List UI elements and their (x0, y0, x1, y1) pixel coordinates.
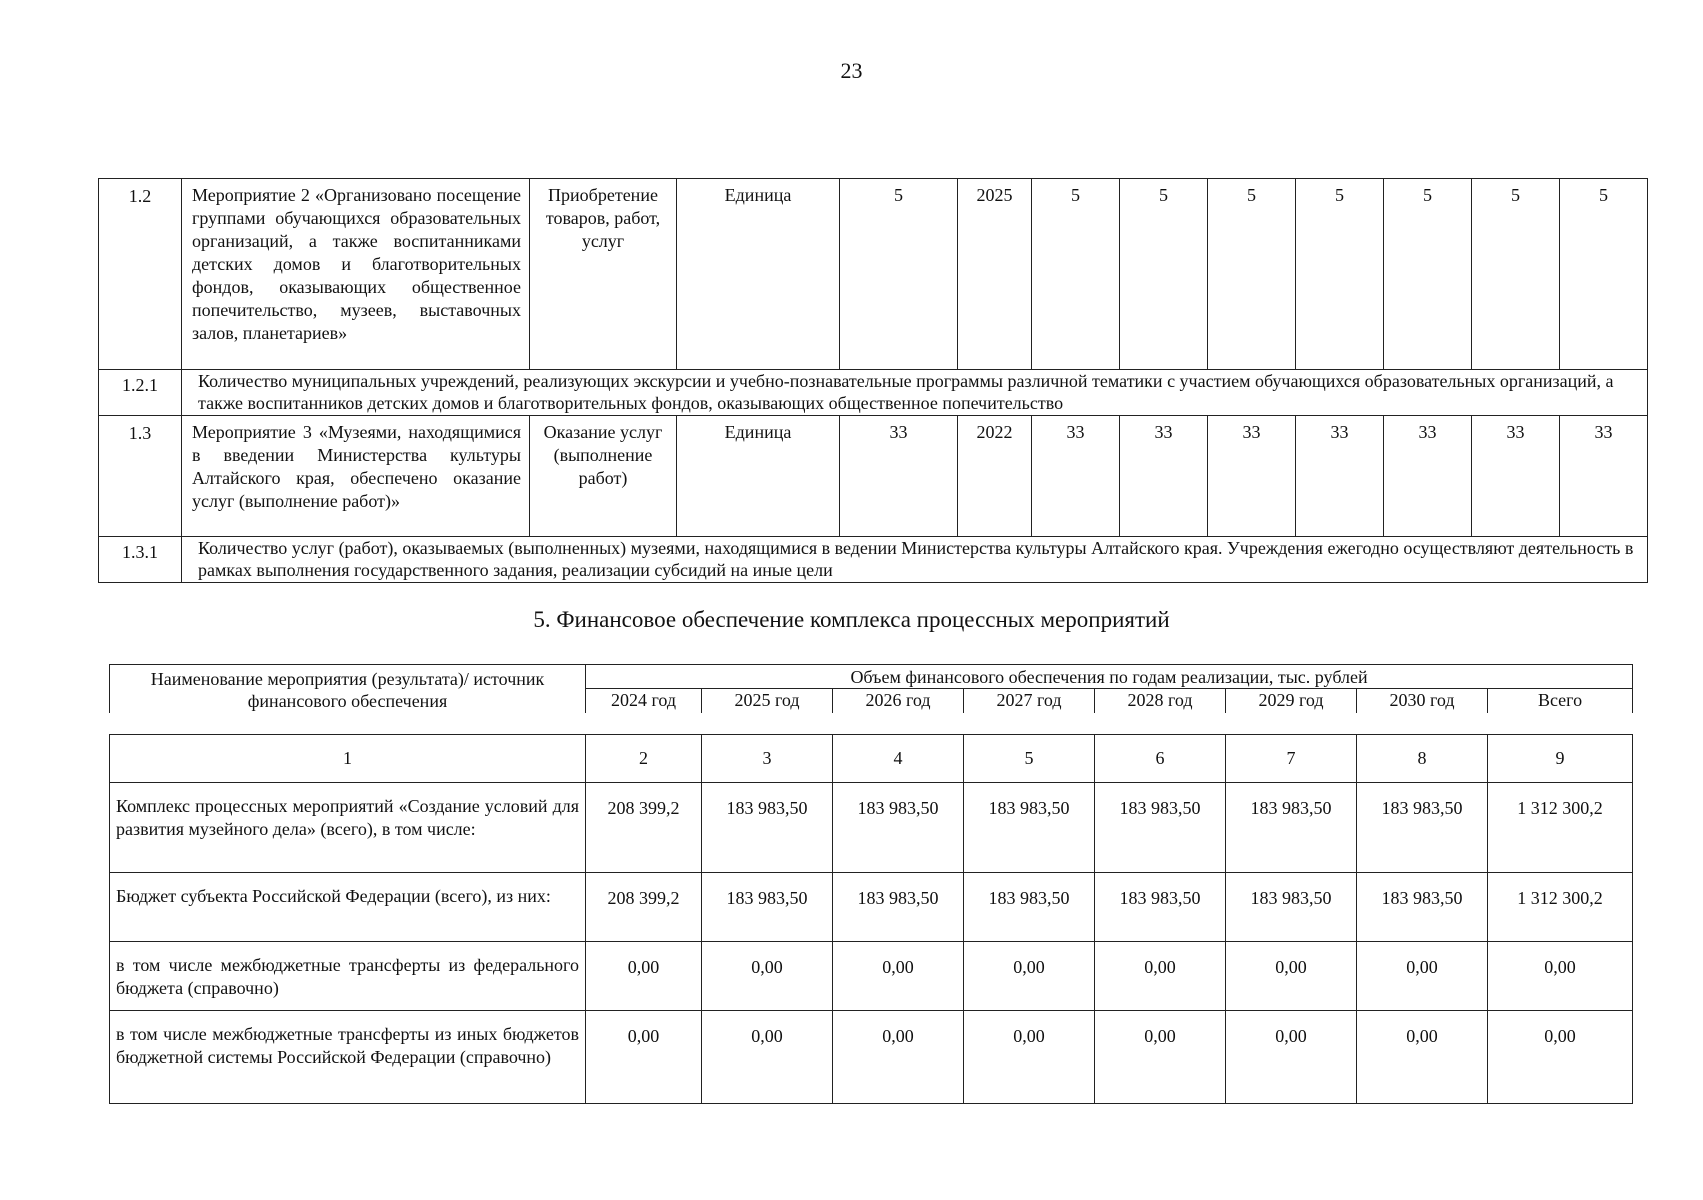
table-row (110, 942, 1633, 1011)
year-header: 2027 год (964, 689, 1095, 713)
value-cell: 0,00 (702, 942, 833, 1011)
year-header: 2024 год (586, 689, 702, 713)
value-cell: 5 (1208, 179, 1296, 370)
finance-header-table (109, 664, 1633, 713)
value-cell: 0,00 (1095, 1011, 1226, 1104)
value-cell: 0,00 (1488, 942, 1633, 1011)
value-cell: 33 (1032, 416, 1120, 537)
value-cell: 208 399,2 (586, 783, 702, 873)
activities-table (98, 178, 1648, 583)
value-cell: 33 (1472, 416, 1560, 537)
value-cell: 208 399,2 (586, 873, 702, 942)
value-cell: 183 983,50 (1357, 783, 1488, 873)
value-cell: 0,00 (1226, 1011, 1357, 1104)
row-label: Бюджет субъекта Российской Федерации (всего), из них: (110, 873, 586, 942)
row-number: 1.2.1 (99, 370, 182, 416)
column-number: 5 (964, 735, 1095, 783)
activity-name: Мероприятие 3 «Музеями, находящимися в введении Министерства культуры Алтайского края, обеспечено оказание услуг (выполнение работ)» (182, 416, 530, 537)
row-number: 1.2 (99, 179, 182, 370)
row-number: 1.3 (99, 416, 182, 537)
year-header: 2026 год (833, 689, 964, 713)
value-cell: 183 983,50 (833, 873, 964, 942)
unit: Единица (677, 179, 840, 370)
table-row (110, 1011, 1633, 1104)
value-cell: 183 983,50 (1357, 873, 1488, 942)
indicator-description: Количество услуг (работ), оказываемых (выполненных) музеями, находящимися в ведении Министерства культуры Алтайского края. Учреждения ежегодно осуществляют деятельность в рамках выполнения государственного задания, реализации субсидий на иные цели (182, 537, 1648, 583)
table-row (99, 179, 1648, 370)
value-cell: 33 (1296, 416, 1384, 537)
column-number: 8 (1357, 735, 1488, 783)
value-cell: 33 (1384, 416, 1472, 537)
table-row (99, 416, 1648, 537)
row-label: Комплекс процессных мероприятий «Создание условий для развития музейного дела» (всего), в том числе: (110, 783, 586, 873)
value-cell: 183 983,50 (964, 873, 1095, 942)
year-header: 2028 год (1095, 689, 1226, 713)
value-cell: 5 (1032, 179, 1120, 370)
header-name: Наименование мероприятия (результата)/ источник финансового обеспечения (110, 665, 586, 713)
column-number: 6 (1095, 735, 1226, 783)
value-cell: 33 (1560, 416, 1648, 537)
value-cell: 0,00 (586, 942, 702, 1011)
value-cell: 33 (1120, 416, 1208, 537)
unit: Единица (677, 416, 840, 537)
row-number: 1.3.1 (99, 537, 182, 583)
column-number: 1 (110, 735, 586, 783)
base-value: 5 (840, 179, 958, 370)
base-year: 2022 (958, 416, 1032, 537)
value-cell: 0,00 (1095, 942, 1226, 1011)
column-number: 9 (1488, 735, 1633, 783)
value-cell: 0,00 (964, 1011, 1095, 1104)
value-cell: 5 (1560, 179, 1648, 370)
column-number: 4 (833, 735, 964, 783)
base-value: 33 (840, 416, 958, 537)
year-header: 2029 год (1226, 689, 1357, 713)
year-header: 2025 год (702, 689, 833, 713)
table-row (99, 537, 1648, 583)
value-cell: 1 312 300,2 (1488, 783, 1633, 873)
value-cell: 0,00 (833, 942, 964, 1011)
indicator-description: Количество муниципальных учреждений, реализующих экскурсии и учебно-познавательные программы различной тематики с участием обучающихся образовательных организаций, а также воспитанников детских домов и благотворительных фондов, оказывающих общественное попечительство (182, 370, 1648, 416)
table-row (110, 783, 1633, 873)
table-row (110, 873, 1633, 942)
finance-table (109, 734, 1633, 1104)
value-cell: 0,00 (1357, 942, 1488, 1011)
base-year: 2025 (958, 179, 1032, 370)
row-label: в том числе межбюджетные трансферты из иных бюджетов бюджетной системы Российской Федерации (справочно) (110, 1011, 586, 1104)
header-volume: Объем финансового обеспечения по годам реализации, тыс. рублей (586, 665, 1633, 689)
value-cell: 5 (1384, 179, 1472, 370)
value-cell: 183 983,50 (1226, 873, 1357, 942)
row-label: в том числе межбюджетные трансферты из федерального бюджета (справочно) (110, 942, 586, 1011)
page-number: 23 (840, 58, 863, 83)
value-cell: 183 983,50 (702, 783, 833, 873)
value-cell: 33 (1208, 416, 1296, 537)
activity-type: Приобретение товаров, работ, услуг (530, 179, 677, 370)
value-cell: 0,00 (833, 1011, 964, 1104)
value-cell: 0,00 (1226, 942, 1357, 1011)
value-cell: 0,00 (1488, 1011, 1633, 1104)
value-cell: 5 (1120, 179, 1208, 370)
column-numbers-row (110, 735, 1633, 783)
value-cell: 0,00 (586, 1011, 702, 1104)
value-cell: 183 983,50 (964, 783, 1095, 873)
activity-type: Оказание услуг (выполнение работ) (530, 416, 677, 537)
value-cell: 183 983,50 (1095, 783, 1226, 873)
year-header: 2030 год (1357, 689, 1488, 713)
year-header: Всего (1488, 689, 1633, 713)
value-cell: 1 312 300,2 (1488, 873, 1633, 942)
value-cell: 5 (1296, 179, 1384, 370)
table-row (99, 370, 1648, 416)
section-title: 5. Финансовое обеспечение комплекса процессных мероприятий (533, 607, 1170, 632)
activity-name: Мероприятие 2 «Организовано посещение группами обучающихся образовательных организаций, а также воспитанниками детских домов и благотворительных фондов, оказывающих общественное попечительство, музеев, выставочных залов, планетариев» (182, 179, 530, 370)
column-number: 7 (1226, 735, 1357, 783)
value-cell: 183 983,50 (1226, 783, 1357, 873)
value-cell: 0,00 (1357, 1011, 1488, 1104)
value-cell: 183 983,50 (702, 873, 833, 942)
column-number: 3 (702, 735, 833, 783)
value-cell: 0,00 (702, 1011, 833, 1104)
value-cell: 5 (1472, 179, 1560, 370)
value-cell: 0,00 (964, 942, 1095, 1011)
column-number: 2 (586, 735, 702, 783)
value-cell: 183 983,50 (833, 783, 964, 873)
value-cell: 183 983,50 (1095, 873, 1226, 942)
